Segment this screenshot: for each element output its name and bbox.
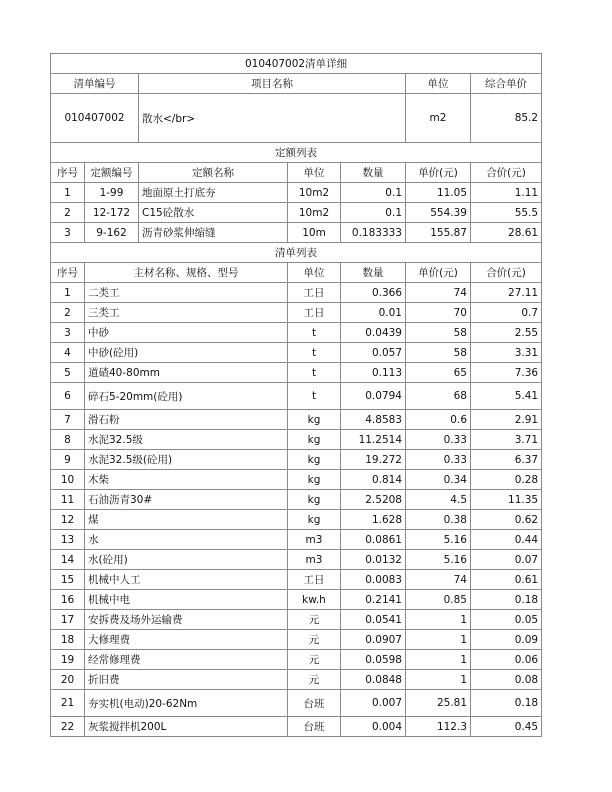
material-unit: 元 [288, 610, 341, 630]
material-price: 112.3 [406, 717, 471, 737]
material-qty: 0.2141 [341, 590, 406, 610]
material-price: 74 [406, 570, 471, 590]
bill-row [51, 94, 542, 143]
material-price: 0.34 [406, 470, 471, 490]
material-row [51, 630, 542, 650]
material-name: 水(砼用) [85, 550, 288, 570]
material-price: 58 [406, 323, 471, 343]
material-price: 1 [406, 670, 471, 690]
material-row [51, 510, 542, 530]
quota-qty: 0.1 [341, 203, 406, 223]
bill-code-header: 清单编号 [51, 74, 139, 94]
material-total: 0.44 [471, 530, 542, 550]
material-total: 0.61 [471, 570, 542, 590]
material-total: 11.35 [471, 490, 542, 510]
material-price: 0.38 [406, 510, 471, 530]
material-row [51, 530, 542, 550]
bill-name: 散水</br> [139, 94, 406, 143]
material-unit: t [288, 363, 341, 383]
material-row [51, 650, 542, 670]
material-price: 0.85 [406, 590, 471, 610]
material-unit: kw.h [288, 590, 341, 610]
material-unit: t [288, 323, 341, 343]
material-price: 5.16 [406, 550, 471, 570]
bill-detail-table [50, 53, 542, 737]
material-unit: t [288, 343, 341, 363]
material-qty: 0.0439 [341, 323, 406, 343]
quota-unit: 10m2 [288, 183, 341, 203]
material-row [51, 450, 542, 470]
material-qty: 0.0541 [341, 610, 406, 630]
material-name: 夯实机(电动)20-62Nm [85, 690, 288, 717]
material-name: 滑石粉 [85, 410, 288, 430]
quota-row [51, 223, 542, 243]
material-seq: 8 [51, 430, 85, 450]
material-total: 7.36 [471, 363, 542, 383]
material-name-header: 主材名称、规格、型号 [85, 263, 288, 283]
quota-price: 11.05 [406, 183, 471, 203]
material-name: 中砂 [85, 323, 288, 343]
material-total: 0.18 [471, 690, 542, 717]
material-unit: m3 [288, 550, 341, 570]
quota-code: 12-172 [85, 203, 139, 223]
material-price: 4.5 [406, 490, 471, 510]
material-name: 水 [85, 530, 288, 550]
material-unit: kg [288, 510, 341, 530]
material-seq: 1 [51, 283, 85, 303]
material-unit: kg [288, 470, 341, 490]
material-total: 3.31 [471, 343, 542, 363]
material-row [51, 570, 542, 590]
material-name: 中砂(砼用) [85, 343, 288, 363]
quota-price: 155.87 [406, 223, 471, 243]
bill-unit-header: 单位 [406, 74, 471, 94]
material-unit: 元 [288, 650, 341, 670]
sheet-title: 010407002清单详细 [51, 54, 542, 74]
material-unit: m3 [288, 530, 341, 550]
material-price: 1 [406, 630, 471, 650]
quota-row [51, 183, 542, 203]
quota-name: C15砼散水 [139, 203, 288, 223]
quota-unit: 10m [288, 223, 341, 243]
material-row [51, 470, 542, 490]
quota-unit-header: 单位 [288, 163, 341, 183]
material-unit: kg [288, 450, 341, 470]
material-name: 水泥32.5级 [85, 430, 288, 450]
material-qty: 0.01 [341, 303, 406, 323]
quota-total-header: 合价(元) [471, 163, 542, 183]
material-unit: kg [288, 430, 341, 450]
bill-unit-price-header: 综合单价 [471, 74, 542, 94]
material-name: 碎石5-20mm(砼用) [85, 383, 288, 410]
material-row [51, 670, 542, 690]
material-row [51, 717, 542, 737]
quota-price: 554.39 [406, 203, 471, 223]
material-total: 0.05 [471, 610, 542, 630]
quota-code: 9-162 [85, 223, 139, 243]
material-row [51, 690, 542, 717]
material-name: 二类工 [85, 283, 288, 303]
material-row [51, 430, 542, 450]
material-header-row [51, 263, 542, 283]
material-total: 0.18 [471, 590, 542, 610]
material-total: 0.7 [471, 303, 542, 323]
material-name: 煤 [85, 510, 288, 530]
quota-seq: 2 [51, 203, 85, 223]
material-row [51, 410, 542, 430]
material-unit: kg [288, 490, 341, 510]
material-price: 1 [406, 650, 471, 670]
material-name: 折旧费 [85, 670, 288, 690]
material-name: 大修理费 [85, 630, 288, 650]
material-name: 机械中电 [85, 590, 288, 610]
material-qty: 0.0083 [341, 570, 406, 590]
bill-header-row [51, 74, 542, 94]
material-total-header: 合价(元) [471, 263, 542, 283]
material-unit: 元 [288, 670, 341, 690]
material-qty: 0.0598 [341, 650, 406, 670]
material-qty: 0.0907 [341, 630, 406, 650]
material-total: 0.07 [471, 550, 542, 570]
material-total: 0.45 [471, 717, 542, 737]
material-total: 0.62 [471, 510, 542, 530]
material-seq: 7 [51, 410, 85, 430]
material-total: 27.11 [471, 283, 542, 303]
material-name: 经常修理费 [85, 650, 288, 670]
bill-unit-price: 85.2 [471, 94, 542, 143]
material-name: 道碴40-80mm [85, 363, 288, 383]
material-qty: 0.057 [341, 343, 406, 363]
bill-unit: m2 [406, 94, 471, 143]
material-qty: 0.0132 [341, 550, 406, 570]
material-seq: 16 [51, 590, 85, 610]
quota-qty-header: 数量 [341, 163, 406, 183]
material-row [51, 303, 542, 323]
material-seq: 11 [51, 490, 85, 510]
material-price: 58 [406, 343, 471, 363]
material-price: 5.16 [406, 530, 471, 550]
material-price-header: 单价(元) [406, 263, 471, 283]
material-qty-header: 数量 [341, 263, 406, 283]
material-row [51, 343, 542, 363]
material-name: 安拆费及场外运输费 [85, 610, 288, 630]
material-qty: 0.007 [341, 690, 406, 717]
material-price: 68 [406, 383, 471, 410]
material-qty: 19.272 [341, 450, 406, 470]
quota-code: 1-99 [85, 183, 139, 203]
material-unit-header: 单位 [288, 263, 341, 283]
material-seq: 17 [51, 610, 85, 630]
material-unit: 工日 [288, 570, 341, 590]
material-row [51, 383, 542, 410]
bill-code: 010407002 [51, 94, 139, 143]
material-seq: 4 [51, 343, 85, 363]
material-total: 6.37 [471, 450, 542, 470]
quota-name: 沥青砂浆伸缩缝 [139, 223, 288, 243]
material-seq: 5 [51, 363, 85, 383]
material-row [51, 363, 542, 383]
material-total: 3.71 [471, 430, 542, 450]
material-qty: 0.366 [341, 283, 406, 303]
material-row [51, 550, 542, 570]
material-name: 灰浆搅拌机200L [85, 717, 288, 737]
material-name: 三类工 [85, 303, 288, 323]
material-total: 0.06 [471, 650, 542, 670]
material-seq: 9 [51, 450, 85, 470]
quota-total: 28.61 [471, 223, 542, 243]
material-qty: 0.004 [341, 717, 406, 737]
material-price: 74 [406, 283, 471, 303]
material-seq: 22 [51, 717, 85, 737]
material-total: 0.08 [471, 670, 542, 690]
material-total: 5.41 [471, 383, 542, 410]
material-seq: 6 [51, 383, 85, 410]
material-row [51, 490, 542, 510]
material-qty: 0.0861 [341, 530, 406, 550]
material-row [51, 590, 542, 610]
material-price: 1 [406, 610, 471, 630]
quota-qty: 0.1 [341, 183, 406, 203]
material-unit: 台班 [288, 717, 341, 737]
material-seq: 2 [51, 303, 85, 323]
quota-seq: 1 [51, 183, 85, 203]
material-row [51, 283, 542, 303]
material-price: 0.6 [406, 410, 471, 430]
material-unit: 元 [288, 630, 341, 650]
material-unit: 工日 [288, 303, 341, 323]
material-seq: 20 [51, 670, 85, 690]
bill-name-header: 项目名称 [139, 74, 406, 94]
material-name: 机械中人工 [85, 570, 288, 590]
material-price: 0.33 [406, 450, 471, 470]
material-price: 70 [406, 303, 471, 323]
quota-section-row [51, 143, 542, 163]
material-qty: 0.814 [341, 470, 406, 490]
material-qty: 2.5208 [341, 490, 406, 510]
material-seq: 10 [51, 470, 85, 490]
quota-row [51, 203, 542, 223]
material-unit: kg [288, 410, 341, 430]
material-row [51, 610, 542, 630]
quota-qty: 0.183333 [341, 223, 406, 243]
material-seq: 15 [51, 570, 85, 590]
material-section-row [51, 243, 542, 263]
material-total: 2.55 [471, 323, 542, 343]
material-total: 0.28 [471, 470, 542, 490]
material-total: 0.09 [471, 630, 542, 650]
material-unit: 工日 [288, 283, 341, 303]
material-qty: 1.628 [341, 510, 406, 530]
material-section-title: 清单列表 [51, 243, 542, 263]
material-qty: 11.2514 [341, 430, 406, 450]
material-row [51, 323, 542, 343]
material-name: 木柴 [85, 470, 288, 490]
quota-header-row [51, 163, 542, 183]
material-seq: 19 [51, 650, 85, 670]
quota-total: 1.11 [471, 183, 542, 203]
material-seq: 18 [51, 630, 85, 650]
material-seq: 3 [51, 323, 85, 343]
quota-total: 55.5 [471, 203, 542, 223]
material-seq: 14 [51, 550, 85, 570]
material-name: 石油沥青30# [85, 490, 288, 510]
quota-price-header: 单价(元) [406, 163, 471, 183]
material-qty: 0.0848 [341, 670, 406, 690]
material-price: 25.81 [406, 690, 471, 717]
material-seq-header: 序号 [51, 263, 85, 283]
quota-seq: 3 [51, 223, 85, 243]
bill-detail-sheet [50, 53, 541, 737]
material-unit: 台班 [288, 690, 341, 717]
material-price: 65 [406, 363, 471, 383]
material-name: 水泥32.5级(砼用) [85, 450, 288, 470]
quota-section-title: 定额列表 [51, 143, 542, 163]
title-row [51, 54, 542, 74]
material-qty: 4.8583 [341, 410, 406, 430]
quota-name-header: 定额名称 [139, 163, 288, 183]
material-price: 0.33 [406, 430, 471, 450]
material-seq: 12 [51, 510, 85, 530]
material-seq: 21 [51, 690, 85, 717]
material-total: 2.91 [471, 410, 542, 430]
material-unit: t [288, 383, 341, 410]
quota-name: 地面原土打底夯 [139, 183, 288, 203]
material-qty: 0.113 [341, 363, 406, 383]
quota-unit: 10m2 [288, 203, 341, 223]
quota-seq-header: 序号 [51, 163, 85, 183]
material-seq: 13 [51, 530, 85, 550]
quota-code-header: 定额编号 [85, 163, 139, 183]
material-qty: 0.0794 [341, 383, 406, 410]
